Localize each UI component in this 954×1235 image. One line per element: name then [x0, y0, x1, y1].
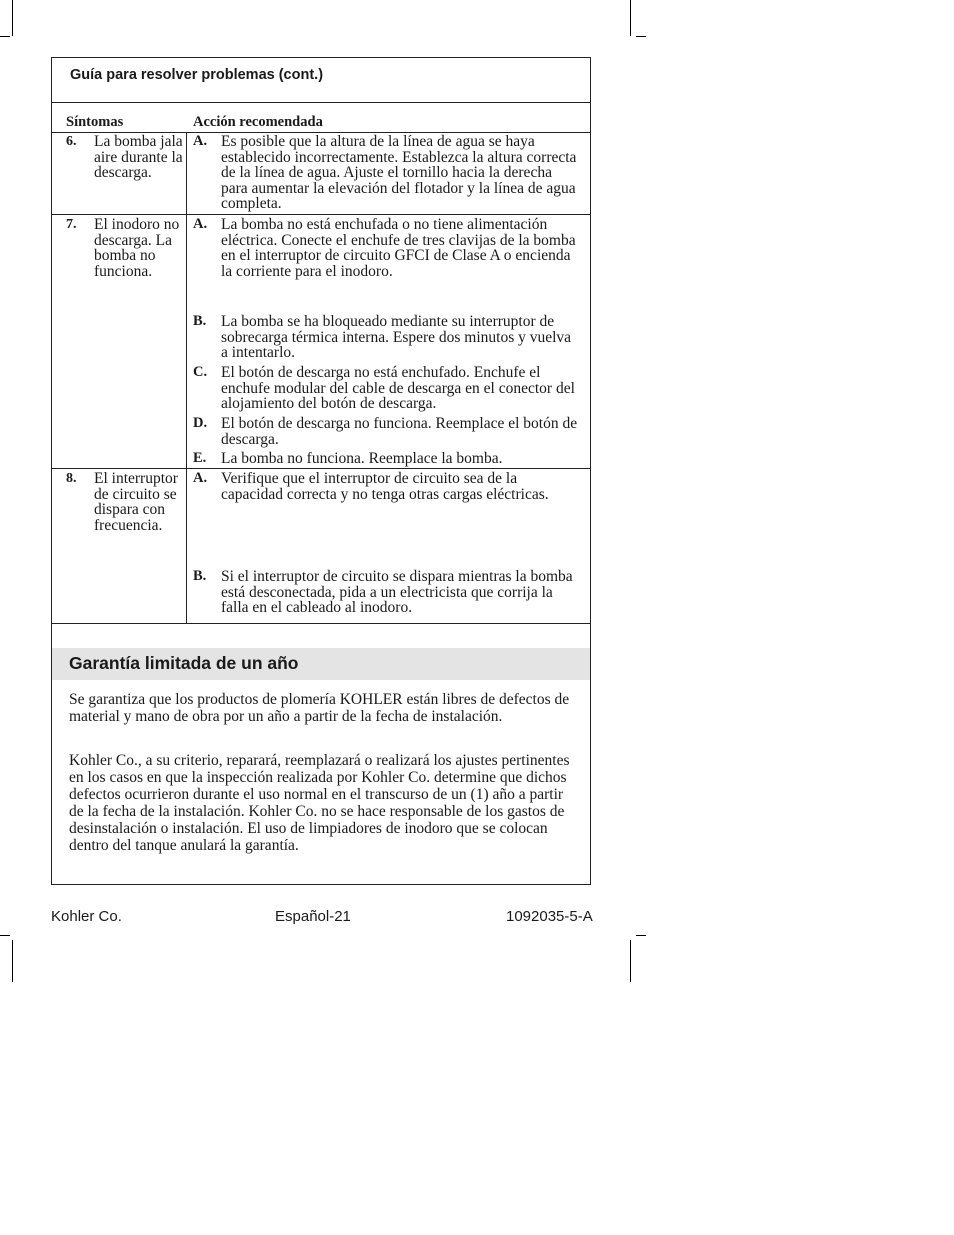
- action-item: [193, 569, 583, 617]
- row-number: 8.: [66, 471, 77, 486]
- action-item: [193, 134, 583, 214]
- divider: [52, 102, 590, 103]
- table-row-symptom: [66, 217, 186, 317]
- action-letter: B.: [193, 568, 207, 584]
- action-text: El botón de descarga no está enchufado. Enchufe el enchufe modular del cable de descarga en el conector del alojamiento del botón de descarga.: [221, 364, 575, 413]
- crop-mark: [12, 0, 13, 36]
- action-text: El botón de descarga no funciona. Reemplace el botón de descarga.: [221, 415, 578, 448]
- action-letter: A.: [193, 216, 208, 232]
- footer-center: Español-21: [275, 908, 351, 925]
- table-row-symptom: [66, 471, 186, 571]
- action-letter: A.: [193, 470, 208, 486]
- crop-mark: [0, 36, 10, 37]
- symptom-text: El inodoro no descarga. La bomba no funciona.: [94, 216, 180, 280]
- warranty-header: [52, 648, 590, 680]
- action-letter: E.: [193, 450, 207, 466]
- footer-left: Kohler Co.: [51, 908, 122, 925]
- symptom-text: La bomba jala aire durante la descarga.: [94, 133, 183, 182]
- crop-mark: [12, 940, 13, 982]
- action-letter: B.: [193, 313, 207, 329]
- action-text: Si el interruptor de circuito se dispara mientras la bomba está desconectada, pida a un electricista que corrija la falla en el cableado al inodoro.: [221, 568, 573, 617]
- crop-mark: [636, 935, 646, 936]
- row-number: 6.: [66, 134, 77, 149]
- action-item: [193, 451, 583, 467]
- symptom-text: El interruptor de circuito se dispara con frecuencia.: [94, 470, 178, 534]
- action-letter: C.: [193, 364, 208, 380]
- warranty-title: Garantía limitada de un año: [69, 653, 299, 673]
- action-item: [193, 314, 583, 362]
- action-letter: A.: [193, 133, 208, 149]
- action-text: La bomba se ha bloqueado mediante su interruptor de sobrecarga térmica interna. Espere dos minutos y vuelva a intentarlo.: [221, 313, 572, 362]
- footer-right: 1092035-5-A: [506, 908, 593, 925]
- troubleshooting-frame: [51, 57, 591, 885]
- action-item: [193, 416, 583, 448]
- header-action: Acción recomendada: [193, 114, 323, 130]
- row-number: 7.: [66, 217, 77, 232]
- action-item: [193, 365, 583, 413]
- action-text: Es posible que la altura de la línea de agua se haya establecido incorrectamente. Establezca la altura correcta de la línea de agua. Ajuste el tornillo hacia la derecha para aumentar la elevación del flotador y la línea de agua completa.: [221, 133, 577, 213]
- divider: [52, 623, 590, 624]
- action-letter: D.: [193, 415, 208, 431]
- crop-mark: [630, 0, 631, 36]
- column-divider: [186, 132, 187, 623]
- section-title: Guía para resolver problemas (cont.): [70, 67, 324, 83]
- action-item: [193, 217, 583, 287]
- row-divider: [52, 468, 590, 469]
- row-divider: [52, 214, 590, 215]
- crop-mark: [0, 935, 10, 936]
- crop-mark: [630, 940, 631, 982]
- table-row-symptom: [66, 134, 186, 214]
- warranty-paragraph: Se garantiza que los productos de plomería KOHLER están libres de defectos de material y mano de obra por un año a partir de la fecha de instalación.: [69, 691, 570, 725]
- crop-mark: [636, 36, 646, 37]
- warranty-paragraph: Kohler Co., a su criterio, reparará, reemplazará o realizará los ajustes pertinentes en los casos en que la inspección realizada por Kohler Co. determine que dichos defectos ocurrieron durante el uso normal en el transcurso de un (1) año a partir de la fecha de la instalación. Kohler Co. no se hace responsable de los gastos de desinstalación o instalación. El uso de limpiadores de inodoro que se colocan dentro del tanque anulará la garantía.: [69, 752, 570, 854]
- header-symptoms: Síntomas: [66, 114, 124, 130]
- action-text: La bomba no está enchufada o no tiene alimentación eléctrica. Conecte el enchufe de tres clavijas de la bomba en el interruptor de circuito GFCI de Clase A o encienda la corriente para el inodoro.: [221, 216, 576, 280]
- action-text: Verifique que el interruptor de circuito sea de la capacidad correcta y no tenga otras cargas eléctricas.: [221, 470, 549, 503]
- action-item: [193, 471, 583, 521]
- action-text: La bomba no funciona. Reemplace la bomba.: [221, 450, 503, 467]
